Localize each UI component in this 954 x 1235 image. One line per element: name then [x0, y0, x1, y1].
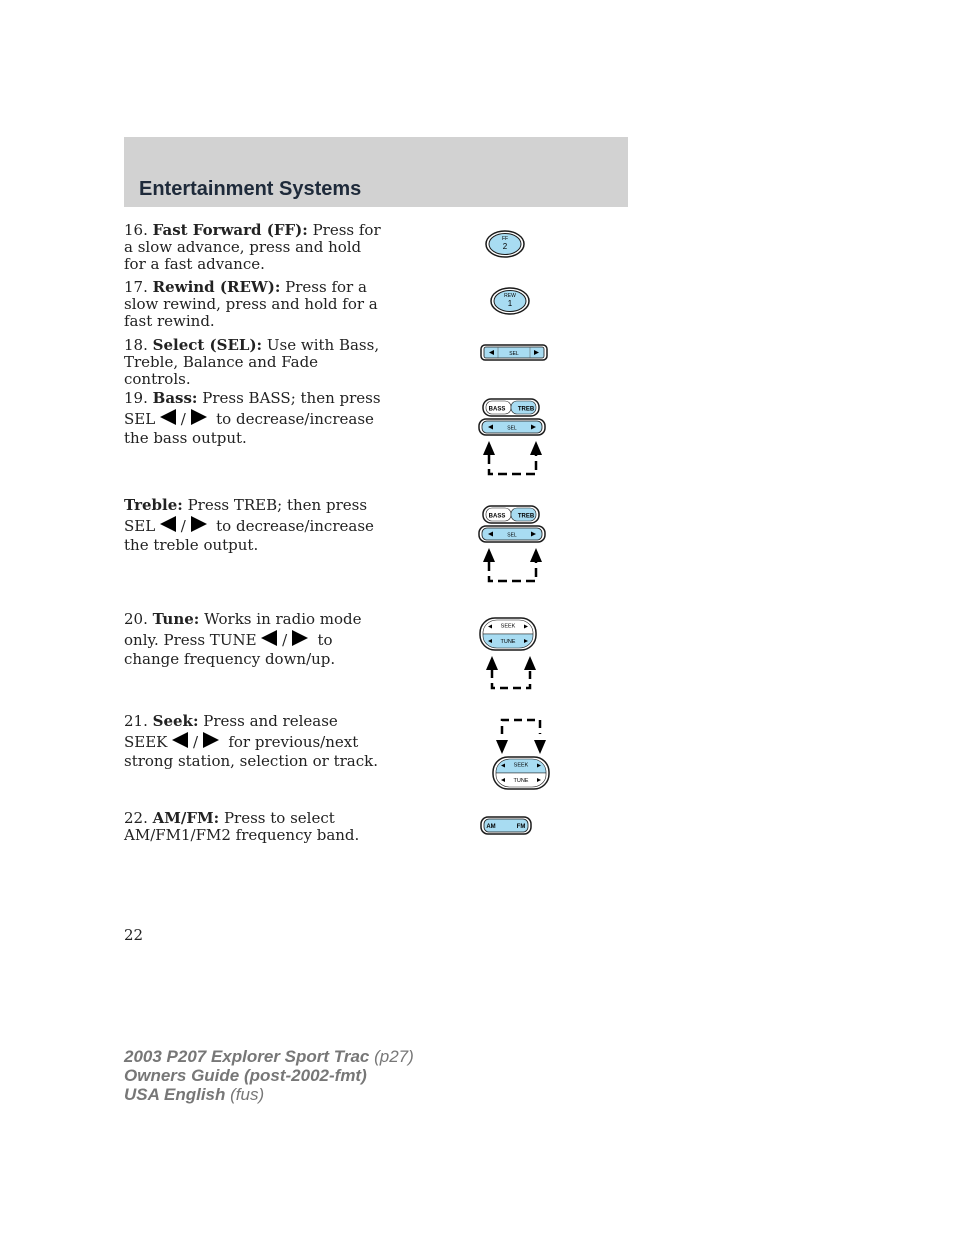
term-bass: Bass: — [152, 389, 198, 407]
page-number: 22 — [124, 926, 144, 944]
bass-treb-sel-diagram — [476, 396, 548, 480]
amfm-button-icon — [479, 815, 535, 837]
seek-tune-diagram — [476, 616, 542, 692]
term-amfm: AM/FM: — [152, 809, 220, 827]
sel-label: SEL — [509, 351, 519, 357]
item-select: 18. Select (SEL): Use with Bass, Treble, Balance and Fade controls. — [124, 336, 380, 388]
left-triangle-icon — [160, 516, 176, 532]
left-triangle-icon — [172, 732, 188, 748]
rew-number: 1 — [507, 299, 513, 308]
left-triangle-icon — [160, 409, 176, 425]
item-bass: 19. Bass: Press BASS; then press SEL / to decrease/increase the bass output. — [124, 389, 381, 447]
down-arrow-icon — [496, 740, 508, 754]
footer-line-1: 2003 P207 Explorer Sport Trac (p27) — [124, 1047, 414, 1066]
tune-label: TUNE — [500, 639, 516, 645]
right-triangle-icon — [191, 516, 207, 532]
seek-label: SEEK — [500, 623, 516, 630]
right-triangle-icon — [203, 732, 219, 748]
item-rewind: 17. Rewind (REW): Press for a slow rewind, press and hold for a fast rewind. — [124, 278, 378, 330]
section-header — [124, 137, 628, 207]
rew-button-icon — [489, 286, 533, 316]
treb-sel-label: SEL — [507, 532, 517, 539]
am-label: AM — [486, 824, 496, 830]
treb-sel-diagram — [476, 503, 548, 587]
treb-label: TREB — [517, 406, 535, 413]
footer-line-2: Owners Guide (post-2002-fmt) — [124, 1066, 367, 1085]
item-amfm: 22. AM/FM: Press to select AM/FM1/FM2 frequency band. — [124, 809, 360, 844]
item-treble: Treble: Press TREB; then press SEL / to decrease/increase the treble output. — [124, 496, 374, 554]
section-title: Entertainment Systems — [139, 178, 362, 200]
up-arrow-icon — [483, 441, 495, 455]
right-triangle-icon — [292, 630, 308, 646]
seek-down-diagram — [489, 716, 555, 792]
sel-button-icon — [479, 343, 551, 363]
term-rewind: Rewind (REW): — [152, 278, 281, 296]
ff-button-icon — [484, 229, 528, 259]
up-arrow-icon — [530, 441, 542, 455]
treb-label: TREB — [517, 513, 535, 520]
bass-sel-label: SEL — [507, 425, 517, 432]
fm-label: FM — [516, 824, 526, 830]
term-treble: Treble: — [124, 496, 183, 514]
item-tune: 20. Tune: Works in radio mode only. Press TUNE / to change frequency down/up. — [124, 610, 362, 668]
tune-label: TUNE — [513, 778, 529, 784]
seek-label: SEEK — [513, 762, 529, 769]
left-triangle-icon — [261, 630, 277, 646]
term-seek: Seek: — [152, 712, 199, 730]
item-fast-forward: 16. Fast Forward (FF): Press for a slow advance, press and hold for a fast advance. — [124, 221, 381, 273]
up-arrow-icon — [486, 656, 498, 670]
term-fast-forward: Fast Forward (FF): — [152, 221, 308, 239]
bass-label: BASS — [488, 513, 506, 520]
right-triangle-icon — [191, 409, 207, 425]
item-seek: 21. Seek: Press and release SEEK / for previous/next strong station, selection or track. — [124, 712, 378, 770]
footer-line-3: USA English (fus) — [124, 1085, 265, 1104]
term-select: Select (SEL): — [152, 336, 263, 354]
up-arrow-icon — [524, 656, 536, 670]
ff-number: 2 — [502, 242, 508, 251]
up-arrow-icon — [483, 548, 495, 562]
rew-label: REW — [504, 293, 516, 299]
term-tune: Tune: — [152, 610, 200, 628]
footer — [124, 1047, 414, 1104]
ff-label: FF — [501, 236, 509, 242]
up-arrow-icon — [530, 548, 542, 562]
bass-label: BASS — [488, 406, 506, 413]
down-arrow-icon — [534, 740, 546, 754]
